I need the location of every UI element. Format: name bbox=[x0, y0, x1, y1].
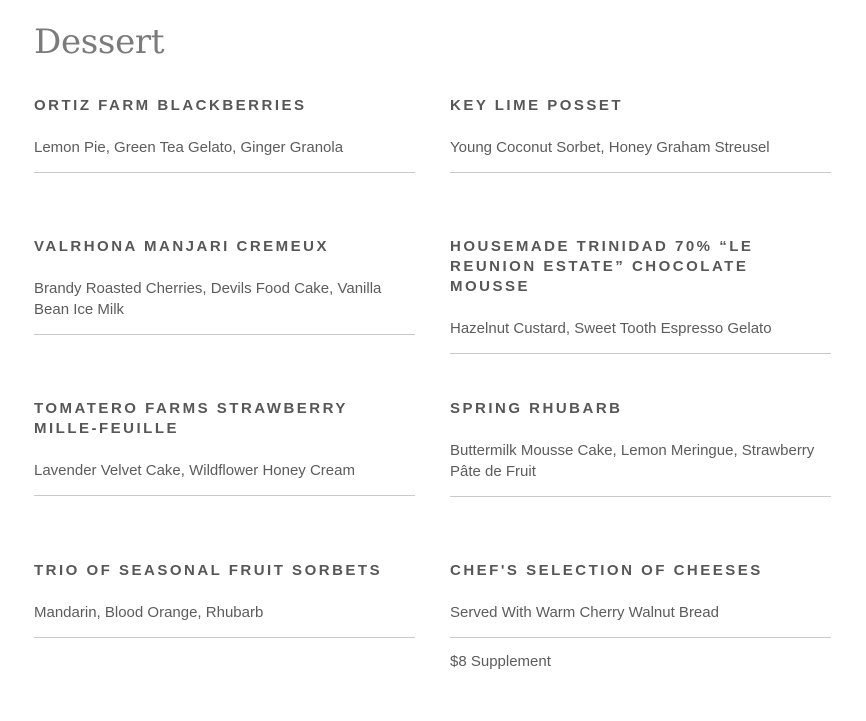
menu-item-spring-rhubarb bbox=[450, 399, 831, 497]
menu-item-description: Brandy Roasted Cherries, Devils Food Cake, Vanilla Bean Ice Milk bbox=[34, 280, 382, 318]
menu-item-name: VALRHONA MANJARI CREMEUX bbox=[34, 238, 330, 255]
menu-item-valrhona-manjari-cremeux bbox=[34, 237, 415, 335]
menu-item-divider bbox=[34, 172, 415, 173]
menu-item-chefs-selection-of-cheeses bbox=[450, 561, 831, 672]
page-title: Dessert bbox=[34, 22, 165, 62]
menu-item-description: Mandarin, Blood Orange, Rhubarb bbox=[34, 604, 264, 621]
menu-item-description: Lemon Pie, Green Tea Gelato, Ginger Granola bbox=[34, 139, 344, 156]
menu-item-divider bbox=[34, 637, 415, 638]
menu-item-chocolate-mousse bbox=[450, 237, 831, 354]
menu-item-name: SPRING RHUBARB bbox=[450, 400, 623, 417]
menu-item-description: Hazelnut Custard, Sweet Tooth Espresso Gelato bbox=[450, 320, 772, 337]
menu-item-description: Buttermilk Mousse Cake, Lemon Meringue, Strawberry Pâte de Fruit bbox=[450, 442, 815, 480]
menu-item-strawberry-mille-feuille bbox=[34, 399, 415, 496]
menu-item-supplement: $8 Supplement bbox=[450, 653, 551, 670]
menu-item-divider bbox=[450, 353, 831, 354]
menu-item-name: TRIO OF SEASONAL FRUIT SORBETS bbox=[34, 562, 383, 579]
menu-item-description: Lavender Velvet Cake, Wildflower Honey Cream bbox=[34, 462, 355, 479]
menu-item-description: Young Coconut Sorbet, Honey Graham Streusel bbox=[450, 139, 770, 156]
menu-item-seasonal-fruit-sorbets bbox=[34, 561, 415, 638]
menu-item-ortiz-farm-blackberries bbox=[34, 96, 415, 173]
menu-item-divider bbox=[450, 637, 831, 638]
menu-item-divider bbox=[34, 495, 415, 496]
menu-item-name: TOMATERO FARMS STRAWBERRY MILLE-FEUILLE bbox=[34, 400, 348, 437]
menu-item-divider bbox=[34, 334, 415, 335]
menu-item-key-lime-posset bbox=[450, 96, 831, 173]
menu-item-divider bbox=[450, 172, 831, 173]
menu-item-name: HOUSEMADE TRINIDAD 70% “LE REUNION ESTATE” CHOCOLATE MOUSSE bbox=[450, 238, 754, 295]
menu-item-divider bbox=[450, 496, 831, 497]
menu-item-name: CHEF'S SELECTION OF CHEESES bbox=[450, 562, 763, 579]
menu-item-description: Served With Warm Cherry Walnut Bread bbox=[450, 604, 719, 621]
menu-item-name: KEY LIME POSSET bbox=[450, 97, 624, 114]
menu-item-name: ORTIZ FARM BLACKBERRIES bbox=[34, 97, 307, 114]
